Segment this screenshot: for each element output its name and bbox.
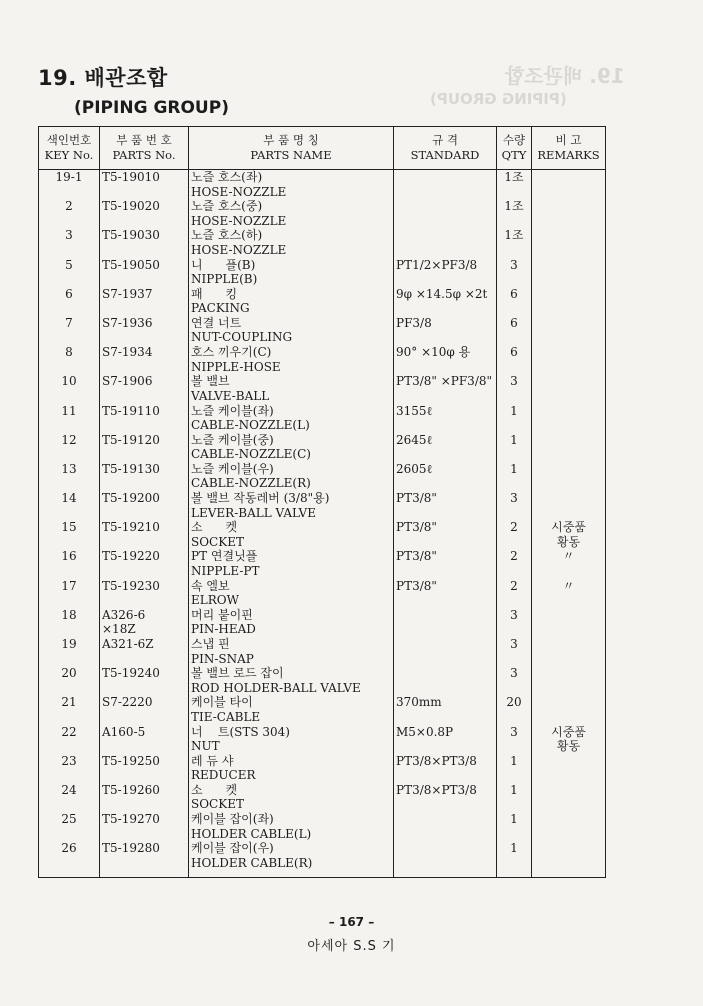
part-name-en: REDUCER — [191, 768, 256, 783]
qty-cell: 3 — [497, 666, 532, 695]
remarks-cell — [532, 491, 606, 520]
key-cell: 17 — [39, 579, 100, 608]
key-cell: 13 — [39, 462, 100, 491]
key-cell: 20 — [39, 666, 100, 695]
key-cell: 18 — [39, 608, 100, 637]
part-name-ko: 소 켓 — [191, 520, 238, 535]
part-name-en: LEVER-BALL VALVE — [191, 505, 316, 520]
qty-cell: 6 — [497, 316, 532, 345]
table-row — [39, 462, 606, 491]
part-name-ko: 볼 밸브 — [191, 374, 230, 389]
table-row — [39, 783, 606, 812]
part-number-cell: T5-19050 — [100, 258, 189, 287]
part-number-cell: T5-19200 — [100, 491, 189, 520]
standard-cell: 90° ×10φ 용 — [394, 345, 497, 374]
table-row — [39, 374, 606, 403]
remarks-cell — [532, 433, 606, 462]
remarks-cell — [532, 462, 606, 491]
table-row — [39, 637, 606, 666]
part-number-cell: T5-19220 — [100, 549, 189, 578]
section-title-ko: 19. 배관조합 — [38, 66, 168, 90]
qty-cell: 2 — [497, 549, 532, 578]
table-row — [39, 579, 606, 608]
standard-cell: 9φ ×14.5φ ×2t — [394, 287, 497, 316]
part-name-cell — [189, 841, 394, 877]
key-cell: 12 — [39, 433, 100, 462]
part-number-cell: S7-1937 — [100, 287, 189, 316]
remarks-cell — [532, 228, 606, 257]
table-row — [39, 695, 606, 724]
key-cell: 3 — [39, 228, 100, 257]
part-name-ko: 속 엘보 — [191, 578, 230, 593]
standard-cell: 370mm — [394, 695, 497, 724]
part-number-cell: T5-19210 — [100, 520, 189, 549]
parts-table-body — [39, 170, 606, 878]
table-row — [39, 841, 606, 877]
part-name-cell — [189, 725, 394, 754]
qty-cell: 20 — [497, 695, 532, 724]
remarks-cell — [532, 695, 606, 724]
page-number: – 167 – — [328, 915, 375, 929]
qty-cell: 2 — [497, 579, 532, 608]
remarks-cell — [532, 374, 606, 403]
part-name-en: PIN-HEAD — [191, 622, 256, 637]
standard-cell: 2605ℓ — [394, 462, 497, 491]
key-cell: 8 — [39, 345, 100, 374]
part-name-ko: 케이블 잡이(좌) — [191, 812, 274, 827]
part-name-ko: 노즐 호스(중) — [191, 199, 263, 214]
qty-cell: 1 — [497, 404, 532, 433]
part-name-en: HOSE-NOZZLE — [191, 242, 287, 257]
part-name-ko: 레 듀 샤 — [191, 753, 234, 768]
key-cell: 26 — [39, 841, 100, 877]
key-cell: 7 — [39, 316, 100, 345]
key-cell: 2 — [39, 199, 100, 228]
key-cell: 6 — [39, 287, 100, 316]
table-row — [39, 170, 606, 200]
part-number-cell: T5-19270 — [100, 812, 189, 841]
part-number-cell: A160-5 — [100, 725, 189, 754]
part-name-cell — [189, 637, 394, 666]
remarks-cell: 시중품 황동 — [532, 520, 606, 549]
part-name-ko: 너 트(STS 304) — [191, 724, 290, 739]
part-name-en: VALVE-BALL — [191, 388, 270, 403]
part-number-cell: T5-19130 — [100, 462, 189, 491]
parts-table — [38, 126, 606, 878]
remarks-cell — [532, 258, 606, 287]
key-cell: 16 — [39, 549, 100, 578]
table-row — [39, 491, 606, 520]
part-name-en: NIPPLE-HOSE — [191, 359, 281, 374]
part-name-ko: 니 플(B) — [191, 257, 256, 272]
part-name-en: SOCKET — [191, 534, 244, 549]
section-title-en: (PIPING GROUP) — [74, 98, 229, 118]
table-row — [39, 520, 606, 549]
key-cell: 14 — [39, 491, 100, 520]
part-name-ko: 머리 붙이핀 — [191, 607, 253, 622]
standard-cell: PT3/8" — [394, 579, 497, 608]
part-name-ko: 볼 밸브 작동레버 (3/8"용) — [191, 491, 330, 506]
standard-cell: PT3/8" — [394, 491, 497, 520]
part-name-ko: 호스 끼우기(C) — [191, 345, 272, 360]
publisher-brand: 아세아 S.S 기 — [307, 939, 396, 954]
remarks-cell — [532, 812, 606, 841]
standard-cell: M5×0.8P — [394, 725, 497, 754]
part-name-cell — [189, 695, 394, 724]
part-name-cell — [189, 754, 394, 783]
standard-cell — [394, 608, 497, 637]
qty-cell: 1 — [497, 433, 532, 462]
table-row — [39, 199, 606, 228]
qty-cell: 3 — [497, 258, 532, 287]
standard-cell — [394, 637, 497, 666]
part-name-ko: PT 연결닛플 — [191, 549, 258, 564]
part-name-cell — [189, 316, 394, 345]
key-cell: 15 — [39, 520, 100, 549]
table-row — [39, 433, 606, 462]
remarks-cell — [532, 783, 606, 812]
part-name-ko: 패 킹 — [191, 286, 238, 301]
remarks-cell — [532, 608, 606, 637]
standard-cell — [394, 666, 497, 695]
bleed-through-subtitle: (PIPING GROUP) — [430, 90, 567, 108]
section-title — [38, 62, 229, 118]
standard-cell: PT3/8×PT3/8 — [394, 783, 497, 812]
remarks-cell — [532, 199, 606, 228]
table-row — [39, 725, 606, 754]
part-name-cell — [189, 345, 394, 374]
part-name-ko: 볼 밸브 로드 잡이 — [191, 666, 284, 681]
qty-cell: 3 — [497, 725, 532, 754]
standard-cell — [394, 841, 497, 877]
table-row — [39, 345, 606, 374]
standard-cell — [394, 228, 497, 257]
part-name-cell — [189, 199, 394, 228]
qty-cell: 1 — [497, 783, 532, 812]
part-number-cell: T5-19240 — [100, 666, 189, 695]
part-number-cell: S7-1934 — [100, 345, 189, 374]
key-cell: 25 — [39, 812, 100, 841]
part-number-cell: T5-19010 — [100, 170, 189, 200]
part-name-cell — [189, 783, 394, 812]
qty-cell: 1 — [497, 754, 532, 783]
remarks-cell — [532, 316, 606, 345]
remarks-cell: 〃 — [532, 579, 606, 608]
qty-cell: 3 — [497, 608, 532, 637]
part-name-cell — [189, 258, 394, 287]
table-row — [39, 666, 606, 695]
table-row — [39, 258, 606, 287]
standard-cell: 3155ℓ — [394, 404, 497, 433]
part-name-ko: 노즐 케이블(좌) — [191, 403, 274, 418]
part-name-cell — [189, 491, 394, 520]
qty-cell: 1 — [497, 462, 532, 491]
part-name-ko: 연결 너트 — [191, 315, 242, 330]
part-name-cell — [189, 520, 394, 549]
part-name-ko: 케이블 잡이(우) — [191, 841, 274, 856]
part-name-ko: 소 켓 — [191, 782, 238, 797]
part-number-cell: S7-1906 — [100, 374, 189, 403]
standard-cell: PT3/8" ×PF3/8" — [394, 374, 497, 403]
qty-cell: 1조 — [497, 199, 532, 228]
remarks-cell — [532, 754, 606, 783]
part-number-cell: T5-19120 — [100, 433, 189, 462]
standard-cell: PF3/8 — [394, 316, 497, 345]
header-part-name: 부 품 명 칭 PARTS NAME — [189, 127, 394, 170]
header-part-no: 부 품 번 호 PARTS No. — [100, 127, 189, 170]
part-name-cell — [189, 228, 394, 257]
key-cell: 19-1 — [39, 170, 100, 200]
part-name-cell — [189, 549, 394, 578]
key-cell: 22 — [39, 725, 100, 754]
remarks-cell — [532, 404, 606, 433]
table-row — [39, 287, 606, 316]
qty-cell: 3 — [497, 637, 532, 666]
part-name-en: PACKING — [191, 301, 250, 316]
qty-cell: 6 — [497, 287, 532, 316]
part-number-cell: T5-19030 — [100, 228, 189, 257]
remarks-cell — [532, 666, 606, 695]
qty-cell: 2 — [497, 520, 532, 549]
table-row — [39, 316, 606, 345]
part-name-cell — [189, 404, 394, 433]
part-name-en: CABLE-NOZZLE(C) — [191, 447, 311, 462]
standard-cell — [394, 199, 497, 228]
remarks-cell — [532, 345, 606, 374]
part-name-ko: 스냅 핀 — [191, 637, 230, 651]
part-name-cell — [189, 579, 394, 608]
part-name-cell — [189, 433, 394, 462]
part-name-ko: 노즐 케이블(우) — [191, 461, 274, 476]
table-row — [39, 754, 606, 783]
header-qty: 수량 QTY — [497, 127, 532, 170]
standard-cell: PT3/8×PT3/8 — [394, 754, 497, 783]
part-name-en: NIPPLE(B) — [191, 272, 258, 287]
part-number-cell: T5-19020 — [100, 199, 189, 228]
table-header-row — [39, 127, 606, 170]
header-standard: 규 격 STANDARD — [394, 127, 497, 170]
header-remarks: 비 고 REMARKS — [532, 127, 606, 170]
remarks-cell — [532, 287, 606, 316]
part-name-cell — [189, 287, 394, 316]
part-name-cell — [189, 666, 394, 695]
qty-cell: 3 — [497, 491, 532, 520]
qty-cell: 1조 — [497, 228, 532, 257]
part-number-cell: S7-2220 — [100, 695, 189, 724]
part-name-ko: 노즐 호스(좌) — [191, 170, 263, 184]
part-name-ko: 노즐 케이블(중) — [191, 432, 274, 447]
standard-cell: PT3/8" — [394, 549, 497, 578]
standard-cell: PT3/8" — [394, 520, 497, 549]
table-row — [39, 608, 606, 637]
part-name-en: SOCKET — [191, 797, 244, 812]
table-row — [39, 549, 606, 578]
part-name-en: PIN-SNAP — [191, 651, 254, 666]
table-row — [39, 228, 606, 257]
part-name-en: NUT — [191, 739, 220, 754]
remarks-cell — [532, 841, 606, 877]
part-number-cell: T5-19110 — [100, 404, 189, 433]
qty-cell: 1 — [497, 841, 532, 877]
remarks-cell — [532, 170, 606, 200]
qty-cell: 6 — [497, 345, 532, 374]
part-number-cell: T5-19280 — [100, 841, 189, 877]
part-name-en: TIE-CABLE — [191, 709, 261, 724]
part-name-cell — [189, 374, 394, 403]
part-name-en: CABLE-NOZZLE(L) — [191, 418, 310, 432]
qty-cell: 1조 — [497, 170, 532, 200]
standard-cell — [394, 170, 497, 200]
part-name-en: ROD HOLDER-BALL VALVE — [191, 680, 361, 695]
part-name-ko: 케이블 타이 — [191, 695, 253, 710]
key-cell: 23 — [39, 754, 100, 783]
part-number-cell: A321-6Z — [100, 637, 189, 666]
part-name-en: HOSE-NOZZLE — [191, 184, 287, 199]
part-name-en: NIPPLE-PT — [191, 563, 260, 578]
bleed-through-title: 19. 배관조합 — [505, 64, 625, 88]
key-cell: 11 — [39, 404, 100, 433]
part-name-cell — [189, 812, 394, 841]
part-name-en: HOLDER CABLE(L) — [191, 826, 312, 841]
part-number-cell: A326-6 ×18Z — [100, 608, 189, 637]
header-key: 색인번호 KEY No. — [39, 127, 100, 170]
part-name-cell — [189, 608, 394, 637]
key-cell: 5 — [39, 258, 100, 287]
part-number-cell: T5-19250 — [100, 754, 189, 783]
part-name-en: CABLE-NOZZLE(R) — [191, 476, 311, 491]
part-name-cell — [189, 462, 394, 491]
remarks-cell — [532, 637, 606, 666]
part-name-en: HOSE-NOZZLE — [191, 213, 287, 228]
qty-cell: 1 — [497, 812, 532, 841]
part-name-ko: 노즐 호스(하) — [191, 228, 263, 243]
part-name-en: HOLDER CABLE(R) — [191, 855, 313, 870]
key-cell: 19 — [39, 637, 100, 666]
remarks-cell: 〃 — [532, 549, 606, 578]
standard-cell — [394, 812, 497, 841]
qty-cell: 3 — [497, 374, 532, 403]
key-cell: 21 — [39, 695, 100, 724]
part-name-en: ELROW — [191, 593, 239, 608]
key-cell: 10 — [39, 374, 100, 403]
part-number-cell: T5-19260 — [100, 783, 189, 812]
part-name-en: NUT-COUPLING — [191, 330, 293, 345]
remarks-cell: 시중품 황동 — [532, 725, 606, 754]
part-number-cell: T5-19230 — [100, 579, 189, 608]
standard-cell: PT1/2×PF3/8 — [394, 258, 497, 287]
standard-cell: 2645ℓ — [394, 433, 497, 462]
part-name-cell — [189, 170, 394, 200]
key-cell: 24 — [39, 783, 100, 812]
part-number-cell: S7-1936 — [100, 316, 189, 345]
table-row — [39, 404, 606, 433]
table-row — [39, 812, 606, 841]
